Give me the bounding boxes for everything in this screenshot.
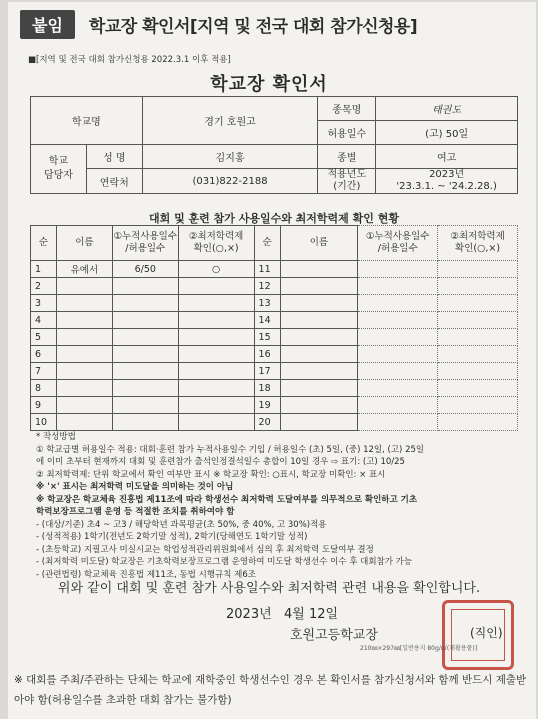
row-days: [112, 295, 178, 312]
row-name: [280, 261, 358, 278]
school-name-value: 경기 호원고: [142, 97, 318, 145]
row-check: [438, 295, 518, 312]
usage-section-title: 대회 및 훈련 참가 사용일수와 최저학력제 확인 현황: [149, 212, 399, 225]
row-check: [438, 329, 518, 346]
row-check: [438, 414, 518, 431]
table-row: [31, 346, 518, 363]
document-title: 학교장 확인서: [210, 74, 328, 95]
row-no: 12: [254, 278, 280, 295]
table-row: [31, 295, 518, 312]
col-days-2: ①누적사용일수 /허용일수: [358, 226, 438, 261]
row-check: [178, 329, 254, 346]
contact-value: (031)822-2188: [142, 169, 318, 194]
row-days: [358, 414, 438, 431]
row-no: 6: [31, 346, 57, 363]
row-check: [178, 380, 254, 397]
row-days: [358, 346, 438, 363]
col-no: 순: [31, 226, 57, 261]
row-name: [280, 363, 358, 380]
gender-label: 종별: [318, 145, 376, 169]
row-name: 유예서: [56, 261, 112, 278]
note-line: - (성적적용) 1학기(전년도 2학기말 성적), 2학기(당해연도 1학기말 성적): [36, 532, 308, 542]
row-name: [56, 397, 112, 414]
table-row: [31, 380, 518, 397]
staff-name-label: 성 명: [86, 145, 142, 169]
row-days: [112, 278, 178, 295]
row-no: 10: [31, 414, 57, 431]
usage-rows: [31, 261, 518, 431]
row-no: 20: [254, 414, 280, 431]
row-name: [280, 329, 358, 346]
row-days: 6/50: [112, 261, 178, 278]
row-no: 2: [31, 278, 57, 295]
period-value: '23.3.1. ~ '24.2.28.): [396, 181, 497, 192]
row-check: [438, 380, 518, 397]
row-no: 19: [254, 397, 280, 414]
year-value-cell: [376, 169, 518, 194]
table-row: [31, 414, 518, 431]
row-no: 17: [254, 363, 280, 380]
row-days: [112, 380, 178, 397]
staff-name-value: 김지홍: [142, 145, 318, 169]
school-name-label: 학교명: [31, 97, 143, 145]
row-days: [358, 397, 438, 414]
row-name: [56, 312, 112, 329]
row-name: [56, 295, 112, 312]
row-no: 13: [254, 295, 280, 312]
row-no: 15: [254, 329, 280, 346]
applicability-note: ■[지역 및 전국 대회 참가신청용 2022.3.1 이후 적용]: [28, 55, 231, 65]
row-days: [112, 312, 178, 329]
row-name: [56, 363, 112, 380]
note-line: - (대상/기준) 초4 ~ 고3 / 해당학년 과목평균(초 50%, 중 40%, 고 30%)적용: [36, 519, 327, 530]
table-row: [31, 329, 518, 346]
row-days: [358, 312, 438, 329]
row-no: 4: [31, 312, 57, 329]
row-name: [56, 278, 112, 295]
table-row: [31, 278, 518, 295]
submission-note: ※ 대회를 주최/주관하는 단체는 학교에 재학중인 학생선수인 경우 본 확인서를 참가신청서와 함께 반드시 제출받아야 함(허용일수를 초과한 대회 참가는 불가함): [14, 674, 527, 706]
row-name: [280, 414, 358, 431]
staff-label: 학교 담당자: [31, 145, 87, 194]
allowed-days-label: 허용일수: [318, 121, 376, 145]
row-check: [178, 414, 254, 431]
row-days: [358, 278, 438, 295]
paper-size-note: 210㎜×297㎜[일반용지 80g/㎡(재활용품)]: [360, 645, 478, 652]
col-no-2: 순: [254, 226, 280, 261]
row-no: 16: [254, 346, 280, 363]
table-row: [31, 261, 518, 278]
row-days: [112, 414, 178, 431]
header-title: 학교장 확인서[지역 및 전국 대회 참가신청용]: [88, 17, 418, 37]
event-label: 종목명: [318, 97, 376, 121]
row-days: [358, 295, 438, 312]
row-check: [438, 312, 518, 329]
note-line: - (초등학교) 지필고사 미실시교는 학업성적관리위원회에서 심의 후 최저학력 도달여부 결정: [36, 544, 374, 555]
row-check: [178, 278, 254, 295]
allowed-days-value: (고) 50일: [376, 121, 518, 145]
row-name: [280, 312, 358, 329]
issue-date: 2023년 4월 12일: [226, 607, 339, 622]
document-header: [20, 10, 417, 39]
principal-signature: 호원고등학교장: [290, 628, 378, 643]
row-check: [178, 346, 254, 363]
row-check: [178, 295, 254, 312]
row-name: [280, 295, 358, 312]
row-check: [438, 278, 518, 295]
row-no: 5: [31, 329, 57, 346]
row-name: [56, 380, 112, 397]
col-check-2: ②최저학력제 확인(○,×): [438, 226, 518, 261]
row-check: [438, 363, 518, 380]
usage-table: [30, 225, 518, 431]
table-row: [31, 363, 518, 380]
row-name: [56, 346, 112, 363]
row-no: 1: [31, 261, 57, 278]
year-label: 적용년도 (기간): [318, 169, 376, 194]
row-name: [56, 414, 112, 431]
row-check: [438, 346, 518, 363]
row-days: [112, 329, 178, 346]
row-days: [112, 397, 178, 414]
row-no: 7: [31, 363, 57, 380]
col-days: ①누적사용일수 /허용일수: [112, 226, 178, 261]
col-name-2: 이름: [280, 226, 358, 261]
attachment-tag: 붙임: [20, 10, 75, 39]
note-line: ※ 학교장은 학교체육 진흥법 제11조에 따라 학생선수 최저학력 도달여부를 의무적으로 확인하고 기초: [36, 494, 418, 505]
row-name: [56, 329, 112, 346]
year-value: 2023년: [429, 169, 465, 180]
row-check: [178, 312, 254, 329]
row-name: [280, 346, 358, 363]
row-no: 11: [254, 261, 280, 278]
row-no: 14: [254, 312, 280, 329]
note-line: * 작성방법: [36, 432, 76, 442]
seal-mark: (직인): [470, 626, 503, 640]
row-check: [438, 261, 518, 278]
table-row: [31, 312, 518, 329]
note-line: - (관련법령) 학교체육 진흥법 제11조, 동법 시행규칙 제6조: [36, 569, 256, 580]
gender-value: 여고: [376, 145, 518, 169]
note-line: 학력보장프로그램 운영 등 적절한 조치를 취하여야 함: [36, 507, 235, 517]
row-check: [178, 397, 254, 414]
table-row: [31, 397, 518, 414]
note-line: ※ '×' 표시는 최저학력 미도달을 의미하는 것이 아님: [36, 482, 234, 492]
row-no: 3: [31, 295, 57, 312]
col-check: ②최저학력제 확인(○,×): [178, 226, 254, 261]
note-line: ② 최저학력제: 단위 학교에서 확인 여부만 표시 ※ 학교장 확인: ○표시, 학교장 미확인: × 표시: [36, 469, 386, 480]
row-check: [178, 363, 254, 380]
row-no: 9: [31, 397, 57, 414]
row-check: ○: [178, 261, 254, 278]
row-days: [358, 329, 438, 346]
note-line: 에 이미 초부터 현재까지 대회 및 훈련참가 출석인정결석일수 총합이 10일 경우 ⇨ 표기: (고) 10/25: [36, 457, 405, 467]
row-name: [280, 380, 358, 397]
instructions: [36, 431, 528, 581]
note-line: - (최저학력 미도달) 학교장은 기초학력보장프로그램 운영하여 미도달 학생선수 이수 후 대회참가 가능: [36, 557, 413, 567]
col-name: 이름: [56, 226, 112, 261]
school-info-table: [30, 96, 518, 194]
row-days: [358, 363, 438, 380]
row-days: [112, 346, 178, 363]
row-name: [280, 397, 358, 414]
row-name: [280, 278, 358, 295]
note-line: ① 학교급별 허용일수 적용: 대회·훈련 참가 누적사용일수 기입 / 허용일수 (초) 5일, (중) 12일, (고) 25일: [36, 444, 425, 455]
event-value: 태권도: [376, 97, 518, 121]
row-days: [112, 363, 178, 380]
row-days: [358, 261, 438, 278]
row-no: 18: [254, 380, 280, 397]
contact-label: 연락처: [86, 169, 142, 194]
row-days: [358, 380, 438, 397]
confirmation-statement: 위와 같이 대회 및 훈련 참가 사용일수와 최저학력 관련 내용을 확인합니다.: [57, 581, 481, 596]
row-no: 8: [31, 380, 57, 397]
row-check: [438, 397, 518, 414]
